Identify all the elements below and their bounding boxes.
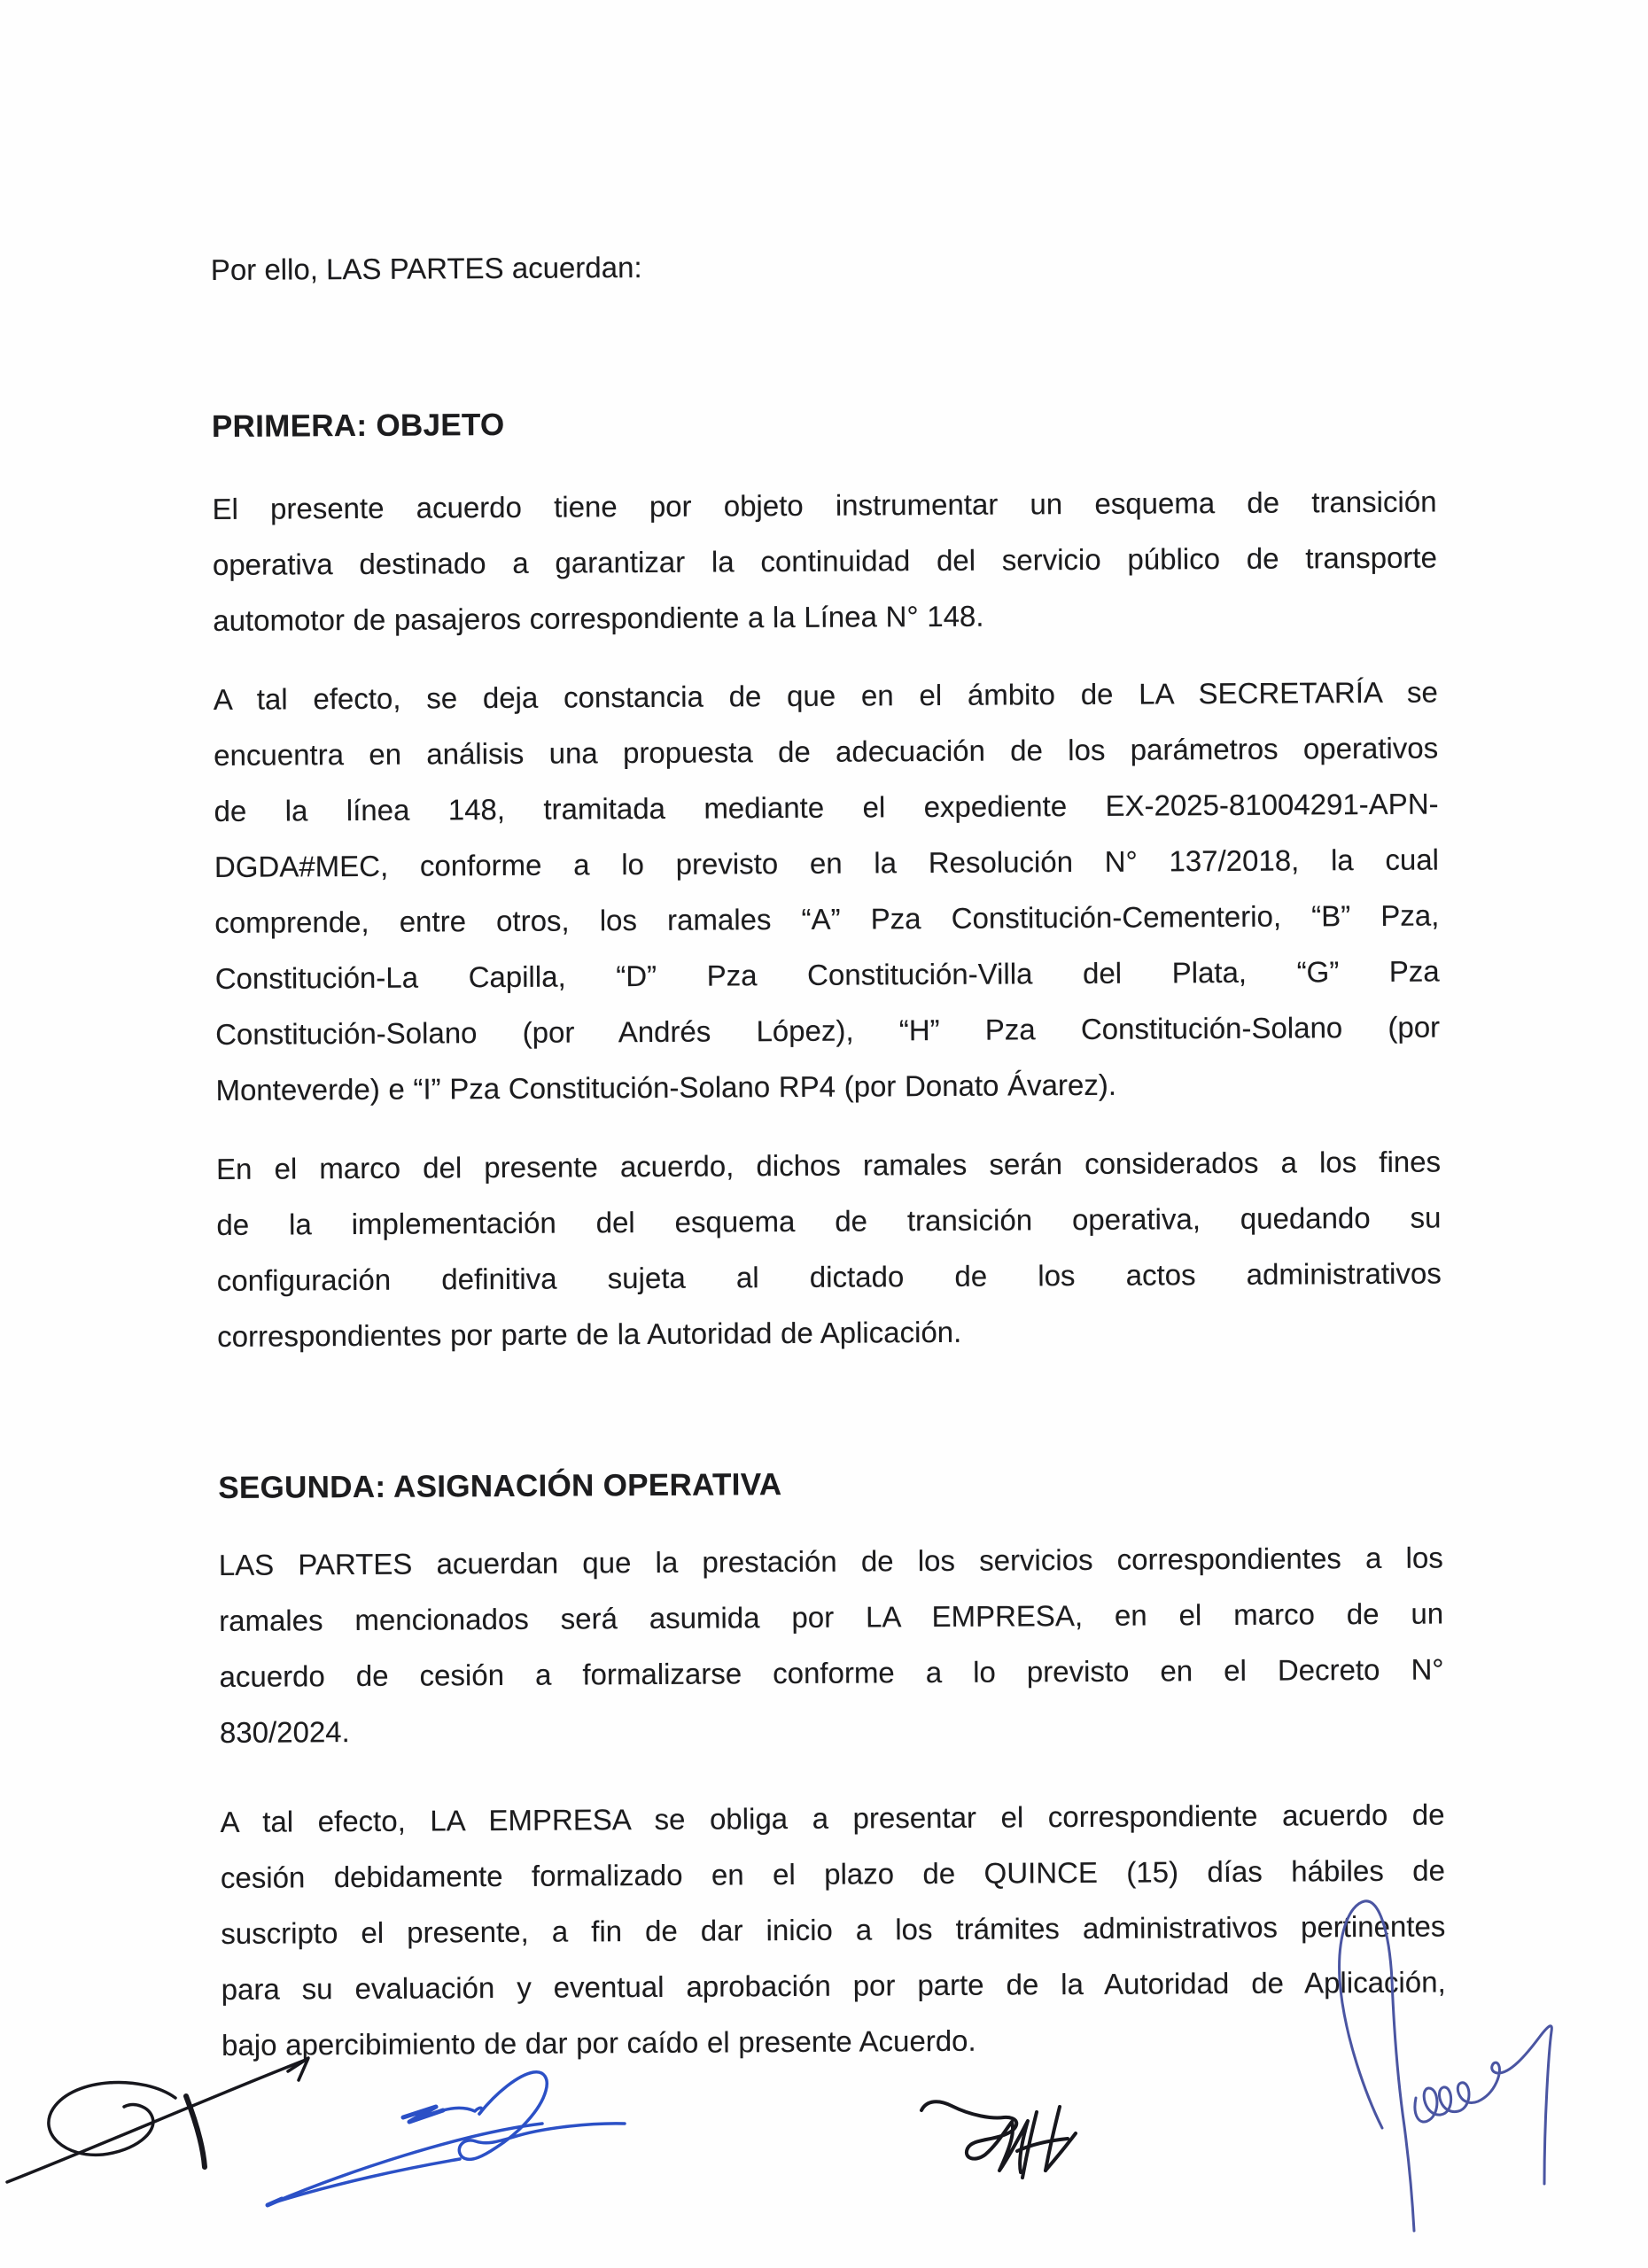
- section-heading-primera: PRIMERA: OBJETO: [211, 407, 505, 444]
- text-line: DGDA#MEC, conforme a lo previsto en la Resolución N° 137/2018, la cual: [214, 843, 1440, 883]
- text-line: para su evaluación y eventual aprobación por parte de la Autoridad de Aplicación,: [221, 1965, 1446, 2006]
- text-line: ramales mencionados será asumida por LA EMPRESA, en el marco de un: [219, 1596, 1444, 1637]
- text-line: automotor de pasajeros correspondiente a la Línea N° 148.: [213, 599, 984, 637]
- text-line: A tal efecto, LA EMPRESA se obliga a presentar el correspondiente acuerdo de: [220, 1798, 1445, 1838]
- text-line: 830/2024.: [219, 1715, 350, 1749]
- text-line: cesión debidamente formalizado en el plazo de QUINCE (15) días hábiles de: [220, 1853, 1446, 1894]
- signature-ink-center-blue: [268, 2072, 625, 2205]
- text-line: encuentra en análisis una propuesta de adecuación de los parámetros operativos: [214, 731, 1439, 772]
- text-line: Monteverde) e “I” Pza Constitución-Solano RP4 (por Donato Ávarez).: [215, 1068, 1117, 1107]
- text-line: de la línea 148, tramitada mediante el expediente EX-2025-81004291-APN-: [214, 787, 1439, 827]
- text-line: configuración definitiva sujeta al dictado de los actos administrativos: [216, 1256, 1442, 1297]
- paragraph-objeto-2: [214, 664, 1441, 1118]
- text-line: A tal efecto, se deja constancia de que en el ámbito de LA SECRETARÍA se: [213, 675, 1438, 716]
- text-line: operativa destinado a garantizar la continuidad del servicio público de transporte: [212, 540, 1437, 581]
- signature-ink-left-black: [7, 2058, 308, 2182]
- section-heading-segunda: SEGUNDA: ASIGNACIÓN OPERATIVA: [218, 1467, 782, 1505]
- text-line: Constitución-Solano (por Andrés López), “H” Pza Constitución-Solano (por: [215, 1010, 1441, 1051]
- text-line: correspondientes por parte de la Autoridad de Aplicación.: [217, 1315, 962, 1353]
- text-line: Constitución-La Capilla, “D” Pza Constitución-Villa del Plata, “G” Pza: [214, 954, 1440, 995]
- text-line: comprende, entre otros, los ramales “A” Pza Constitución-Cementerio, “B” Pza,: [214, 898, 1440, 939]
- text-line: acuerdo de cesión a formalizarse conforme a lo previsto en el Decreto N°: [219, 1652, 1444, 1693]
- text-line: suscripto el presente, a fin de dar inicio a los trámites administrativos pertinentes: [221, 1909, 1446, 1950]
- text-line: LAS PARTES acuerdan que la prestación de los servicios correspondientes a los: [218, 1541, 1443, 1581]
- signature-ink-center-black: [921, 2101, 1076, 2178]
- text-line: El presente acuerdo tiene por objeto instrumentar un esquema de transición: [212, 485, 1437, 525]
- paragraph-objeto-3: [216, 1134, 1442, 1364]
- text-line: de la implementación del esquema de transición operativa, quedando su: [216, 1200, 1442, 1241]
- paragraph-asignacion-2: [220, 1787, 1446, 2073]
- paragraph-asignacion-1: [219, 1530, 1445, 1760]
- text-line: bajo apercibimiento de dar por caído el presente Acuerdo.: [221, 2023, 976, 2062]
- intro-line: Por ello, LAS PARTES acuerdan:: [210, 251, 642, 286]
- paragraph-objeto-1: [212, 474, 1437, 649]
- document-text-content: [209, 0, 1446, 2073]
- text-line: En el marco del presente acuerdo, dichos ramales serán considerados a los fines: [215, 1145, 1442, 1185]
